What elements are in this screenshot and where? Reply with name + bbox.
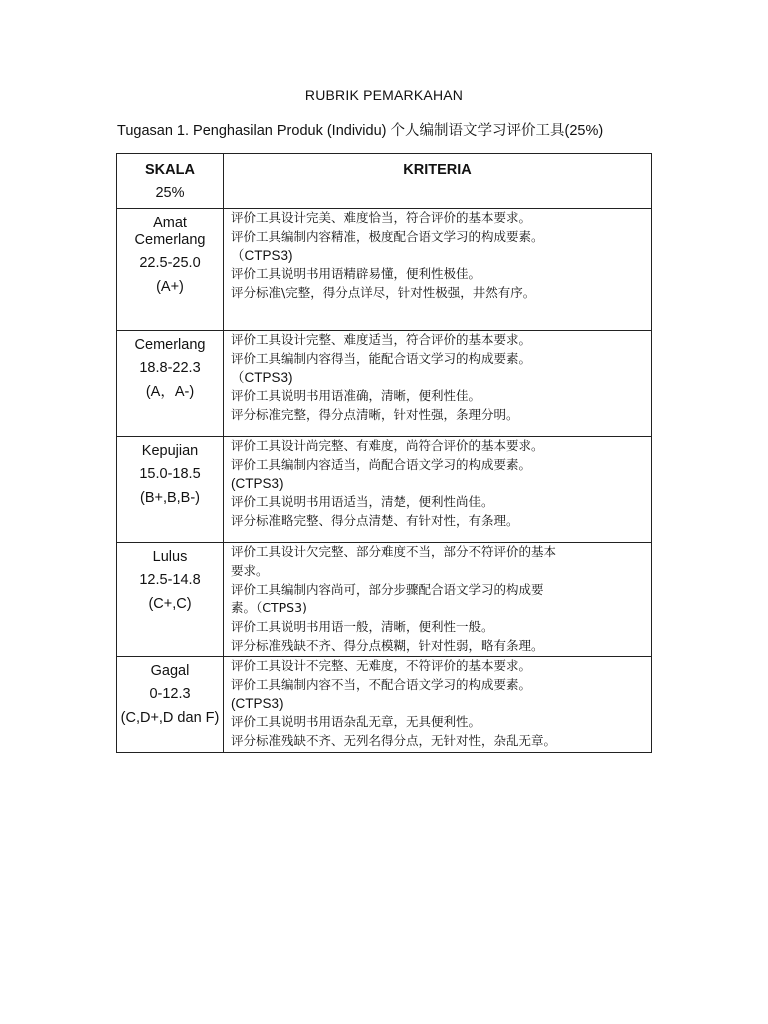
skala-name: Gagal [150, 663, 190, 679]
table-row [117, 209, 652, 331]
skala-range: 0-12.3 [149, 686, 191, 702]
kriteria-line: 评价工具编制内容尚可，部分步骤配合语文学习的构成要 [231, 581, 544, 597]
kriteria-line: (CTPS3) [231, 475, 284, 491]
skala-range: 22.5-25.0 [139, 255, 201, 271]
skala-range: 18.8-22.3 [139, 360, 201, 376]
kriteria-line: 评分标准完整，得分点清晰，针对性强，条理分明。 [231, 407, 519, 423]
kriteria-line: 评分标准残缺不齐、得分点模糊，针对性弱，略有条理。 [231, 637, 544, 653]
kriteria-cell [224, 209, 652, 331]
kriteria-cell [224, 657, 652, 753]
kriteria-cell [224, 543, 652, 657]
table-row [117, 543, 652, 657]
kriteria-line: 素。（CTPS3) [231, 600, 307, 616]
skala-cell [117, 331, 224, 437]
table-row [117, 657, 652, 753]
kriteria-line: 评价工具设计不完整、无难度，不符评价的基本要求。 [231, 658, 532, 673]
skala-name: Amat Cemerlang [134, 215, 206, 248]
table-row [117, 331, 652, 437]
table-header-row [117, 154, 652, 209]
skala-grade: (A+) [156, 279, 184, 295]
skala-cell [117, 209, 224, 331]
skala-grade: (C+,C) [148, 596, 192, 612]
skala-cell [117, 437, 224, 543]
skala-grade: (B+,B,B-) [139, 490, 201, 506]
kriteria-line: 评价工具编制内容精准，极度配合语文学习的构成要素。 [231, 228, 544, 244]
kriteria-line: 评价工具设计完整、难度适当，符合评价的基本要求。 [231, 332, 532, 347]
rubric-table [116, 153, 652, 753]
assignment-subtitle: Tugasan 1. Penghasilan Produk (Individu) 个人编制语文学习评价工具(25%) [117, 123, 604, 139]
kriteria-line: （CTPS3) [231, 369, 293, 385]
kriteria-line: （CTPS3) [231, 247, 293, 263]
header-skala-percent: 25% [155, 185, 185, 201]
skala-range: 15.0-18.5 [139, 466, 201, 482]
kriteria-line: 评价工具编制内容不当，不配合语文学习的构成要素。 [231, 676, 532, 692]
skala-grade: (C,D+,D dan F) [120, 710, 220, 726]
kriteria-cell [224, 437, 652, 543]
skala-name: Kepujian [141, 443, 199, 459]
skala-cell [117, 543, 224, 657]
document-title: RUBRIK PEMARKAHAN [304, 87, 464, 103]
kriteria-line: 评价工具说明书用语一般，清晰，便利性一般。 [231, 619, 494, 635]
kriteria-line: (CTPS3) [231, 695, 284, 711]
kriteria-line: 评价工具设计完美、难度恰当，符合评价的基本要求。 [231, 210, 532, 225]
kriteria-line: 评分标准\完整，得分点详尽，针对性极强，井然有序。 [231, 285, 536, 301]
header-skala-label: SKALA [145, 162, 195, 178]
skala-name: Cemerlang [134, 337, 206, 353]
skala-name: Lulus [152, 549, 188, 565]
kriteria-line: 要求。 [231, 562, 269, 578]
kriteria-line: 评分标准略完整、得分点清楚、有针对性，有条理。 [231, 513, 519, 529]
header-kriteria-cell [224, 154, 652, 209]
kriteria-line: 评价工具编制内容适当，尚配合语文学习的构成要素。 [231, 456, 532, 472]
kriteria-line: 评价工具说明书用语精辟易懂，便利性极佳。 [231, 266, 482, 282]
kriteria-line: 评价工具设计尚完整、有难度，尚符合评价的基本要求。 [231, 438, 544, 453]
kriteria-line: 评价工具编制内容得当，能配合语文学习的构成要素。 [231, 350, 532, 366]
kriteria-line: 评分标准残缺不齐、无列名得分点，无针对性，杂乱无章。 [231, 733, 557, 749]
skala-grade: (A，A-) [145, 384, 195, 400]
kriteria-cell [224, 331, 652, 437]
header-kriteria-label: KRITERIA [403, 162, 472, 178]
kriteria-line: 评价工具说明书用语杂乱无章，无具便利性。 [231, 714, 482, 730]
header-skala-cell [117, 154, 224, 209]
kriteria-line: 评价工具设计欠完整、部分难度不当，部分不符评价的基本 [231, 544, 557, 559]
kriteria-line: 评价工具说明书用语准确，清晰，便利性佳。 [231, 388, 482, 404]
table-row [117, 437, 652, 543]
kriteria-line: 评价工具说明书用语适当，清楚，便利性尚佳。 [231, 494, 494, 510]
skala-cell [117, 657, 224, 753]
skala-range: 12.5-14.8 [139, 572, 201, 588]
